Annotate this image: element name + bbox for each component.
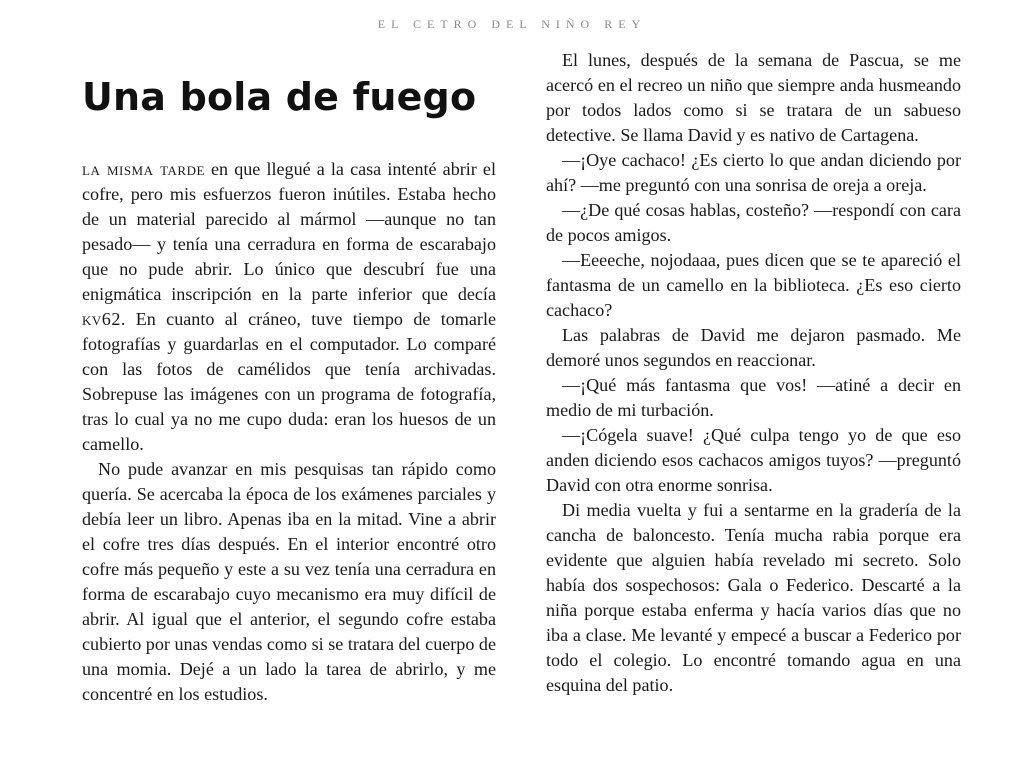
paragraph: Las palabras de David me dejaron pasmado. Me demoré unos segundos en reaccionar. [546,325,961,370]
paragraph: No pude avanzar en mis pesquisas tan rápido como quería. Se acercaba la época de los exámenes parciales y debía leer un libro. Apenas iba en la mitad. Vine a abrir el cofre tres días después. En el interior encontré otro cofre más pequeño y este a su vez tenía una cerradura en forma de escarabajo cuyo mecanismo era muy difícil de abrir. Al igual que el anterior, el segundo cofre estaba cubierto por unas vendas como si se tratara del cuerpo de una momia. Dejé a un lado la tarea de abrirlo, y me concentré en los estudios. [82,459,496,704]
lead-smallcaps: la misma tarde [82,159,205,179]
paragraph: El lunes, después de la semana de Pascua, se me acercó en el recreo un niño que siempre anda husmeando por todos lados como si se tratara de un sabueso detective. Se llama David y es nativo de Cartagena. [546,50,961,145]
first-paragraph-text-a: en que llegué a la casa intenté abrir el cofre, pero mis esfuerzos fueron inútiles. Estaba hecho de un material parecido al mármol —aunque no tan pesado— y tenía una cerradura en forma de escarabajo que no pude abrir. Lo único que descubrí fue una enigmática inscripción en la parte inferior que decía [82,159,496,304]
dialogue-paragraph: —¡Cógela suave! ¿Qué culpa tengo yo de que eso anden diciendo esos cachacos amigos tuyos? —preguntó David con otra enorme sonrisa. [546,425,961,495]
inscription-smallcaps: kv62 [82,309,121,329]
chapter-title: Una bola de fuego [82,75,477,119]
dialogue-paragraph: —¡Oye cachaco! ¿Es cierto lo que andan diciendo por ahí? —me preguntó con una sonrisa de oreja a oreja. [546,150,961,195]
paragraph: Di media vuelta y fui a sentarme en la gradería de la cancha de baloncesto. Tenía mucha rabia porque era evidente que alguien había revelado mi secreto. Solo había dos sospechosos: Gala o Federico. Descarté a la niña porque estaba enferma y hacía varios días que no iba a clase. Me levanté y empecé a buscar a Federico por todo el colegio. Lo encontré tomando agua en una esquina del patio. [546,500,961,695]
first-paragraph-text-b: . En cuanto al cráneo, tuve tiempo de tomarle fotografías y guardarlas en el computador. Lo comparé con las fotos de camélidos que tenía archivadas. Sobrepuse las imágenes con un programa de fotografía, tras lo cual ya no me cupo duda: eran los huesos de un camello. [82,309,496,454]
running-header: EL CETRO DEL NIÑO REY [377,17,647,31]
dialogue-paragraph: —Eeeeche, nojodaaa, pues dicen que se te apareció el fantasma de un camello en la biblioteca. ¿Es eso cierto cachaco? [546,250,961,320]
first-paragraph [82,157,496,457]
right-column [546,48,961,698]
dialogue-paragraph: —¿De qué cosas hablas, costeño? —respondí con cara de pocos amigos. [546,200,961,245]
dialogue-paragraph: —¡Qué más fantasma que vos! —atiné a decir en medio de mi turbación. [546,375,961,420]
left-column [82,157,496,707]
